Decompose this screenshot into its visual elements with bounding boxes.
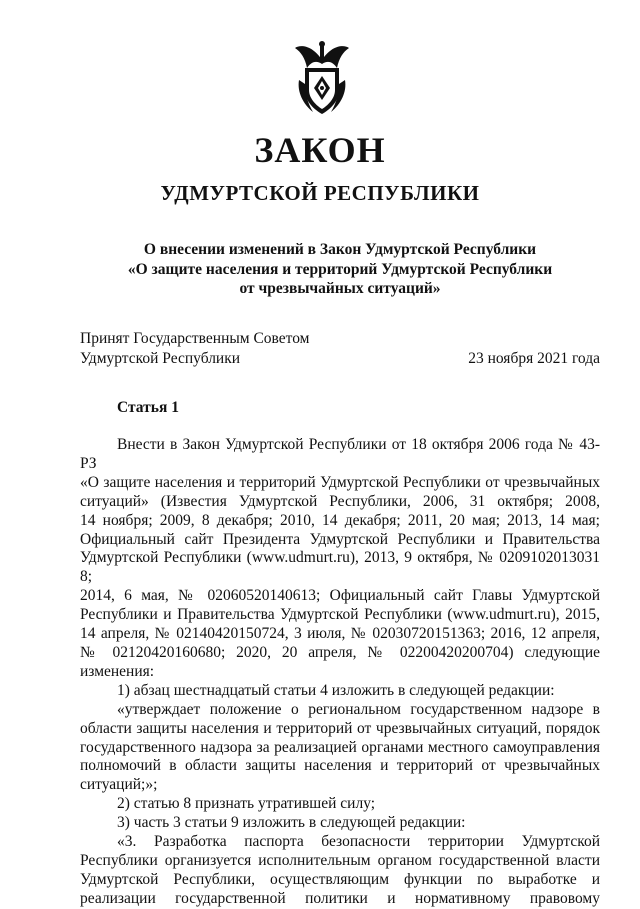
body-line: области защиты населения и территорий от чрезвычайных ситуаций, порядок (80, 719, 600, 737)
article-title: Статья 1 (117, 399, 179, 416)
udmurt-emblem-icon (293, 40, 351, 118)
body-line: Удмуртской Республики (www.udmurt.ru), 2013, 9 октября, № 0209102013031 8; (80, 549, 600, 586)
body-line: Удмуртской Республики, осуществляющим функции по выработке и (80, 870, 600, 888)
body-line: Официальный сайт Президента Удмуртской Республики и Правительства (80, 530, 600, 548)
body-line: «О защите населения и территорий Удмуртской Республики от чрезвычайных (80, 473, 600, 491)
heading-line: «О защите населения и территорий Удмуртской Республики (127, 260, 553, 278)
body-line: реализации государственной политики и нормативному правовому (80, 889, 600, 907)
adoption-block (80, 329, 600, 368)
body-line: № 02120420160680; 2020, 20 апреля, № 02200420200704) следующие (80, 643, 600, 661)
body-line: «утверждает положение о региональном государственном надзоре в (117, 700, 600, 718)
document-title: ЗАКОН (254, 130, 386, 170)
body-line: Республики и Правительства Удмуртской Республики (www.udmurt.ru), 2015, (80, 606, 600, 624)
adoption-line: Принят Государственным Советом (80, 330, 310, 347)
adoption-line: Удмуртской Республики (80, 349, 241, 367)
body-line: полномочий в области защиты населения и территорий от чрезвычайных (80, 757, 600, 775)
body-line: изменения: (80, 662, 155, 680)
body-line: 1) абзац шестнадцатый статьи 4 изложить в следующей редакции: (117, 681, 555, 699)
law-heading (80, 240, 600, 299)
body-line: 3) часть 3 статьи 9 изложить в следующей редакции: (117, 814, 466, 832)
document-subtitle: УДМУРТСКОЙ РЕСПУБЛИКИ (160, 181, 480, 205)
body-line: Республики организуется исполнительным органом государственной власти (80, 851, 600, 869)
article-body (80, 436, 600, 909)
heading-line: от чрезвычайных ситуаций» (239, 280, 441, 297)
body-line: 2) статью 8 признать утратившей силу; (117, 795, 376, 813)
body-line: Внести в Закон Удмуртской Республики от 18 октября 2006 года № 43-РЗ (80, 436, 600, 472)
body-line: ситуаций;»; (80, 776, 158, 794)
body-line: «3. Разработка паспорта безопасности территории Удмуртской (117, 833, 600, 851)
body-line: 14 ноября; 2009, 8 декабря; 2010, 14 декабря; 2011, 20 мая; 2013, 14 мая; (80, 511, 600, 529)
heading-line: О внесении изменений в Закон Удмуртской Республики (143, 241, 537, 258)
body-line: 2014, 6 мая, № 02060520140613; Официальный сайт Главы Удмуртской (80, 587, 600, 605)
adoption-date: 23 ноября 2021 года (468, 349, 600, 367)
body-line: ситуаций» (Известия Удмуртской Республики, 2006, 31 октября; 2008, (80, 492, 600, 510)
body-line: государственного надзора за реализацией органами местного самоуправления (80, 738, 600, 756)
body-line: 14 апреля, № 02140420150724, 3 июля, № 02030720151363; 2016, 12 апреля, (80, 625, 600, 643)
